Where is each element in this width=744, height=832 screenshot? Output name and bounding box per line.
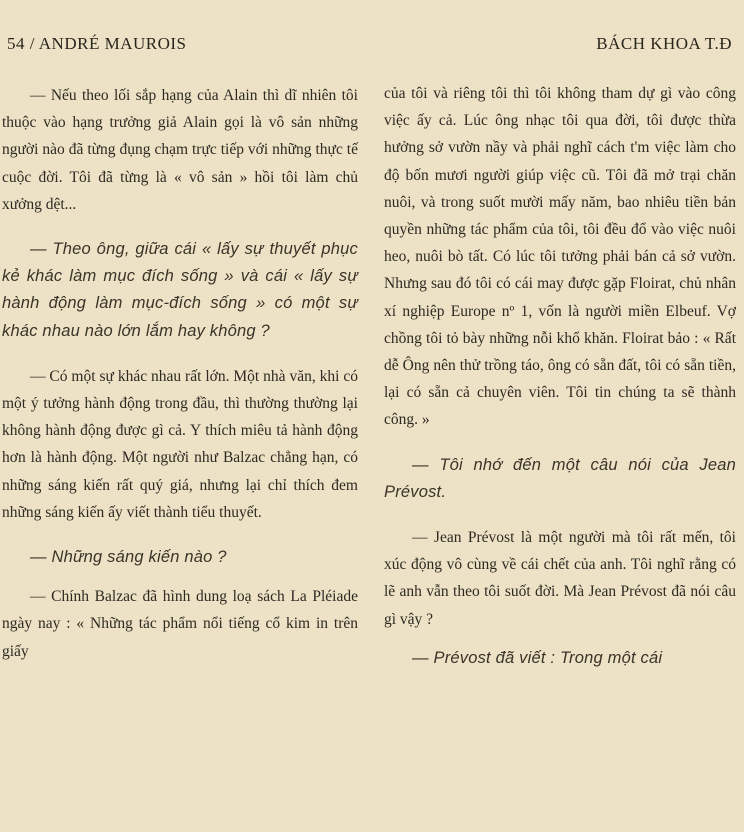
page-number-author: 54 / ANDRÉ MAUROIS bbox=[7, 34, 187, 53]
interview-question: — Theo ông, giữa cái « lấy sự thuyết phục kẻ khác làm mục đích sống » và cái « lấy sự hành động làm mục-đích sống » có một sự khác nhau nào lớn lắm hay không ? bbox=[2, 240, 358, 340]
interview-question: — Prévost đã viết : Trong một cái bbox=[412, 648, 663, 667]
right-column bbox=[384, 80, 736, 672]
paragraph: — Có một sự khác nhau rất lớn. Một nhà văn, khi có một ý tưởng hành động trong đầu, thì thường thường lại không hành động được gì cả. Y thích miêu tả hành động hơn là hành động. Một người như Balzac chẳng hạn, có những sáng kiến rất quý giá, nhưng lại chỉ thích đem những sáng kiến ấy viết thành tiểu thuyết. bbox=[2, 367, 358, 521]
magazine-title: BÁCH KHOA T.Đ bbox=[596, 34, 732, 53]
page-header bbox=[0, 34, 744, 64]
left-column bbox=[2, 82, 358, 665]
paragraph: — Jean Prévost là một người mà tôi rất mến, tôi xúc động vô cùng về cái chết của anh. Tôi nghĩ rằng có lẽ anh vẫn theo tôi suốt đời. Mà Jean Prévost đã nói câu gì vậy ? bbox=[384, 529, 736, 628]
paragraph: của tôi và riêng tôi thì tôi không tham dự gì vào công việc ấy cả. Lúc ông nhạc tôi qua đời, tôi được thừa hưởng sở vườn nầy và phải nghĩ cách t'm việc làm cho độ bốn mươi người giúp việc cũ. Tôi đã mở trại chăn nuôi, và trong suốt mười mấy năm, bao nhiêu tiền bản quyền những tác phẩm của tôi, tôi đều đổ vào việc nuôi heo, nuôi bò tất. Có lúc tôi tưởng phải bán cả sở vườn. Nhưng sau đó tôi có cái may được gặp Floirat, chủ nhân xí nghiệp Europe nº 1, vốn là người miền Elbeuf. Vợ chồng tôi tỏ bày những nỗi khổ khăn. Floirat bảo : « Rất dễ Ông nên thử trồng táo, ông có sẵn đất, tôi có sẵn tiền, lại có sẵn cả chuyên viên. Tôi tin chúng ta sẽ thành công. » bbox=[384, 85, 736, 429]
interview-question: — Những sáng kiến nào ? bbox=[30, 548, 227, 567]
paragraph: — Nếu theo lối sắp hạng của Alain thì dĩ nhiên tôi thuộc vào hạng trưởng giả Alain gọi là vô sản những người nào đã từng đụng chạm trực tiếp với những thực tế cuộc đời. Tôi đã từng là « vô sản » hồi tôi làm chủ xưởng dệt... bbox=[2, 87, 358, 213]
paragraph: — Chính Balzac đã hình dung loạ sách La Pléiade ngày nay : « Những tác phẩm nổi tiếng cổ kim in trên giấy bbox=[2, 588, 358, 660]
interview-question: — Tôi nhớ đến một câu nói của Jean Prévost. bbox=[384, 455, 736, 501]
